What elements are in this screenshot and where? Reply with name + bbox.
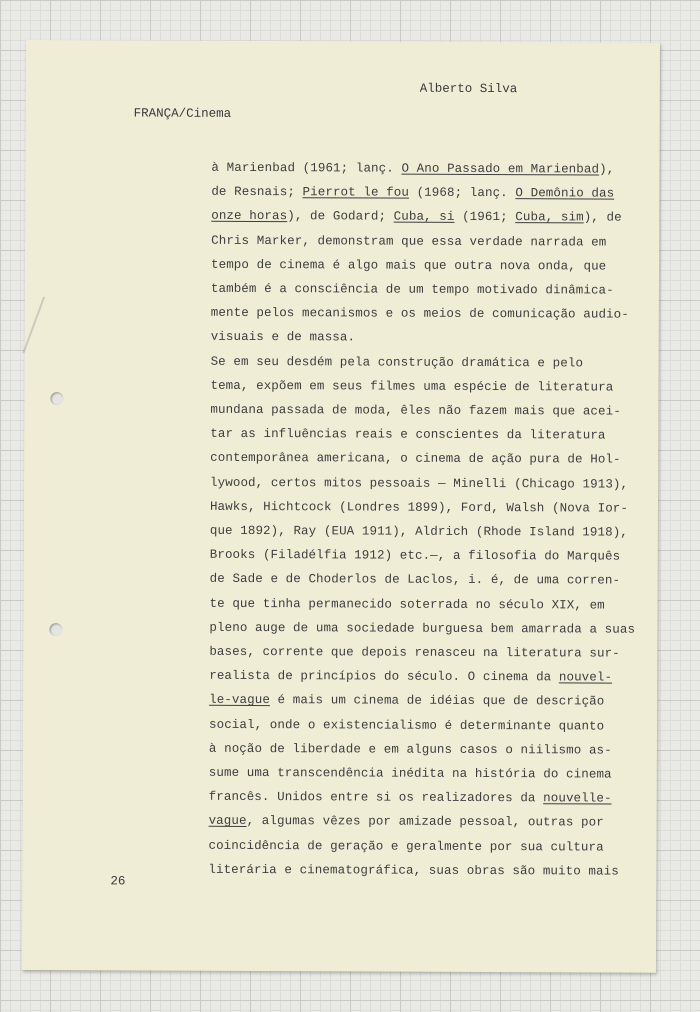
text-segment: à noção de liberdade e em alguns casos o niilismo as- xyxy=(208,741,612,758)
text-segment: à Marienbad (1961; lanç. xyxy=(211,160,402,176)
text-segment: tema, expõem em seus filmes uma espécie de literatura xyxy=(210,378,614,395)
underlined-title: nouvel- xyxy=(558,670,613,685)
section-heading: FRANÇA/Cinema xyxy=(133,106,232,121)
text-line xyxy=(211,258,606,274)
text-line xyxy=(209,717,604,733)
text-line xyxy=(209,790,612,806)
underlined-title: vague xyxy=(208,814,247,829)
text-line xyxy=(210,524,628,540)
text-segment: pleno auge de uma sociedade burguesa bem amarrada a suas xyxy=(209,620,636,637)
text-line xyxy=(209,645,620,661)
text-line xyxy=(210,548,621,564)
text-line xyxy=(210,403,621,419)
text-line xyxy=(209,669,612,685)
text-line xyxy=(208,838,603,854)
text-segment: Chris Marker, demonstram que essa verdade narrada em xyxy=(211,233,607,250)
text-segment: é mais um cinema de idéias que de descrição xyxy=(269,693,605,709)
text-segment: , algumas vêzes por amizade pessoal, outras por xyxy=(246,814,604,830)
text-line xyxy=(210,596,605,612)
text-line xyxy=(210,572,621,588)
text-segment: também é a consciência de um tempo motivado dinâmica- xyxy=(210,281,614,298)
text-line xyxy=(210,500,628,516)
text-segment: visuais e de massa. xyxy=(210,330,356,345)
text-line xyxy=(211,185,614,201)
text-line xyxy=(211,161,614,177)
text-segment: mundana passada de moda, êles não fazem mais que acei- xyxy=(210,402,621,419)
underlined-title: O Demônio das xyxy=(515,186,615,201)
underlined-title: onze horas xyxy=(211,209,288,224)
underlined-title: Pierrot le fou xyxy=(302,185,410,200)
text-segment: de Resnais; xyxy=(211,184,303,200)
text-line xyxy=(211,282,614,298)
text-line xyxy=(211,330,355,345)
text-line xyxy=(209,814,604,830)
underlined-title: le-vague xyxy=(209,693,270,708)
text-segment: realista de princípios do século. O cinema da xyxy=(209,668,559,685)
text-line xyxy=(209,766,612,782)
punch-hole xyxy=(50,392,63,405)
text-segment: que 1892), Ray (EUA 1911), Aldrich (Rhode Island 1918), xyxy=(209,523,628,540)
text-line xyxy=(211,306,629,322)
text-segment: francês. Unidos entre si os realizadores da xyxy=(208,789,544,806)
text-segment: contemporânea americana, o cinema de ação pura de Hol- xyxy=(210,451,621,467)
text-segment: social, onde o existencialismo é determinante quanto xyxy=(208,717,605,734)
text-line xyxy=(210,427,605,443)
text-segment: ), de xyxy=(583,210,622,225)
text-segment: de Sade e de Choderlos de Laclos, i. é, de uma corren- xyxy=(209,572,621,588)
underlined-title: nouvelle- xyxy=(543,791,612,806)
text-line xyxy=(210,475,628,491)
text-segment: literária e cinematográfica, suas obras são muito mais xyxy=(208,862,619,879)
text-segment: tar as influências reais e conscientes da literatura xyxy=(210,426,606,443)
text-segment: te que tinha permanecido soterrada no século XIX, em xyxy=(209,596,605,613)
page-number: 26 xyxy=(110,874,126,889)
text-line xyxy=(208,863,619,879)
text-line xyxy=(209,621,635,637)
text-segment: Brooks (Filadélfia 1912) etc.—, a filosofia do Marquês xyxy=(209,547,621,564)
text-segment: Hawks, Hichtcock (Londres 1899), Ford, Walsh (Nova Ior- xyxy=(209,499,629,516)
text-segment: tempo de cinema é algo mais que outra nova onda, que xyxy=(210,257,607,274)
text-segment: ), xyxy=(599,162,615,177)
underlined-title: O Ano Passado em Marienbad xyxy=(401,161,600,177)
underlined-title: Cuba, si xyxy=(393,209,455,225)
text-segment: ), de Godard; xyxy=(287,209,394,224)
document-page xyxy=(22,40,660,973)
text-segment: coincidência de geração e geralmente por sua cultura xyxy=(208,838,604,855)
pencil-mark xyxy=(22,297,45,354)
punch-hole xyxy=(49,623,62,636)
text-line xyxy=(210,451,621,467)
underlined-title: Cuba, sim xyxy=(515,210,584,225)
author-name: Alberto Silva xyxy=(419,81,518,97)
text-segment: (1968; lanç. xyxy=(408,185,516,201)
text-segment: lywood, certos mitos pessoais — Minelli (Chicago 1913), xyxy=(210,475,629,492)
text-line xyxy=(211,209,622,225)
text-line xyxy=(209,693,604,709)
text-line xyxy=(209,742,612,758)
text-segment: sume uma transcendência inédita na história do cinema xyxy=(208,765,612,782)
text-segment: mente pelos mecanismos e os meios de comunicação audio- xyxy=(210,305,629,322)
text-segment: Se em seu desdém pela construção dramática e pelo xyxy=(210,354,584,371)
text-line xyxy=(211,354,584,370)
text-segment: (1961; xyxy=(454,210,516,225)
text-line xyxy=(211,233,606,249)
text-line xyxy=(210,379,613,395)
text-segment: bases, corrente que depois renasceu na literatura sur- xyxy=(209,644,620,661)
